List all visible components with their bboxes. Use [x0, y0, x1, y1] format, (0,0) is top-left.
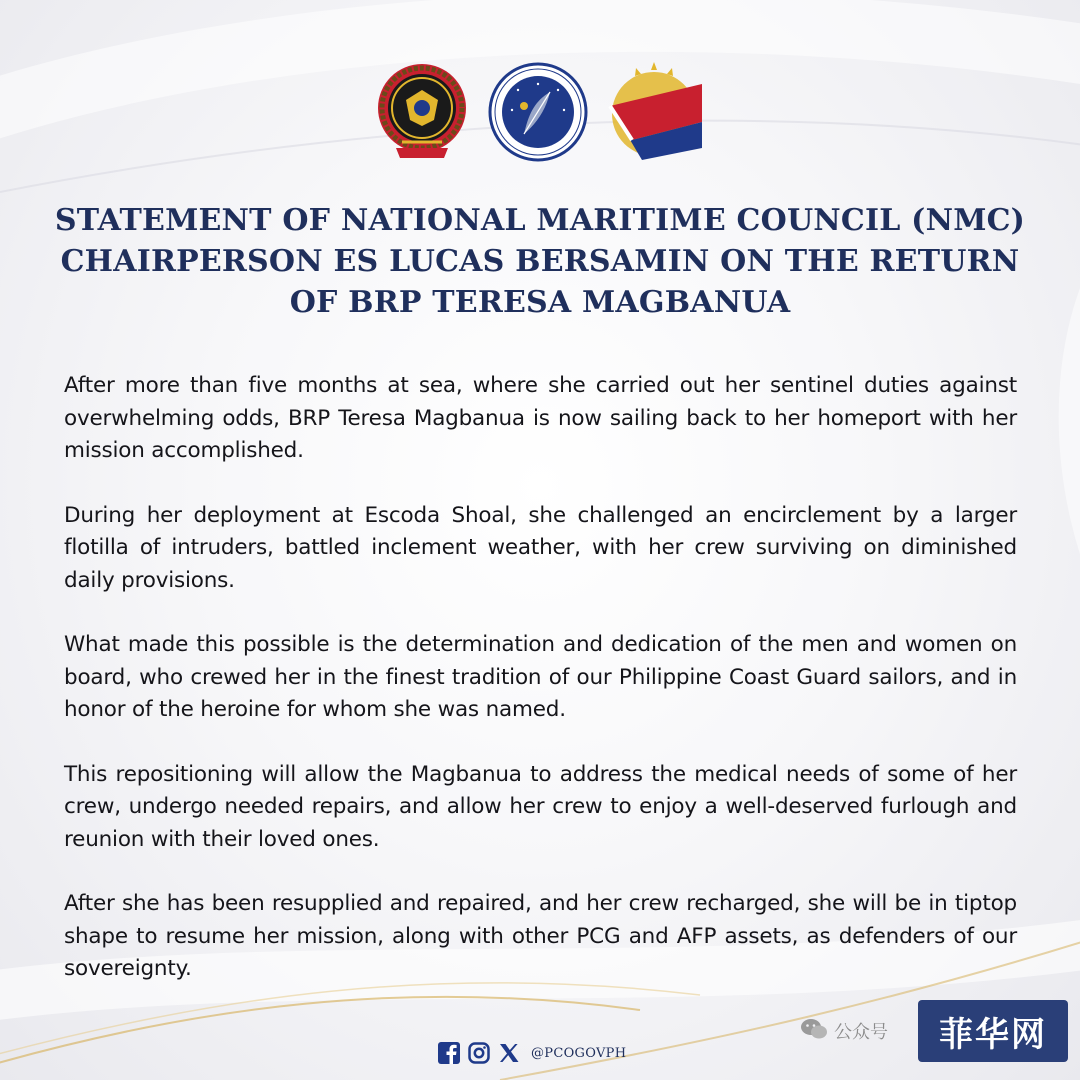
paragraph: During her deployment at Escoda Shoal, she challenged an encirclement by a larger flotilla of intruders, battled inclement weather, with her crew surviving on diminished daily provisions. [64, 502, 1017, 593]
site-brand-badge: 菲华网 [918, 1000, 1068, 1062]
bagong-pilipinas-logo [602, 62, 706, 166]
logo-row [0, 62, 1080, 172]
instagram-icon[interactable] [467, 1041, 491, 1065]
title-line: CHAIRPERSON ES LUCAS BERSAMIN ON THE RETURN [60, 244, 1020, 279]
paragraph: This repositioning will allow the Magbanua to address the medical needs of some of her crew, undergo needed repairs, and allow her crew to enjoy a well-deserved furlough and reunion with their loved ones. [64, 761, 1017, 852]
wechat-icon [800, 1017, 828, 1045]
nmc-seal-logo [376, 62, 468, 166]
pco-seal-logo [488, 62, 588, 166]
statement-title [40, 200, 1040, 323]
facebook-icon[interactable] [437, 1041, 461, 1065]
paragraph: After more than five months at sea, where she carried out her sentinel duties against overwhelming odds, BRP Teresa Magbanua is now sailing back to her homeport with her mission accomplished. [64, 373, 1017, 463]
statement-body [64, 370, 1017, 1018]
x-icon[interactable] [497, 1041, 521, 1065]
title-line: OF BRP TERESA MAGBANUA [289, 285, 791, 320]
social-footer [437, 1040, 626, 1066]
watermark-text: 公众号 [834, 1022, 888, 1043]
title-line: STATEMENT OF NATIONAL MARITIME COUNCIL (NMC) [54, 203, 1026, 238]
social-handle[interactable]: @PCOGOVPH [531, 1045, 627, 1061]
paragraph: What made this possible is the determination and dedication of the men and women on board, who crewed her in the finest tradition of our Philippine Coast Guard sailors, and in honor of the heroine for whom she was named. [64, 632, 1017, 722]
wechat-watermark [800, 1017, 888, 1045]
paragraph: After she has been resupplied and repaired, and her crew recharged, she will be in tiptop shape to resume her mission, along with other PCG and AFP assets, as defenders of our sovereignty. [64, 891, 1017, 981]
